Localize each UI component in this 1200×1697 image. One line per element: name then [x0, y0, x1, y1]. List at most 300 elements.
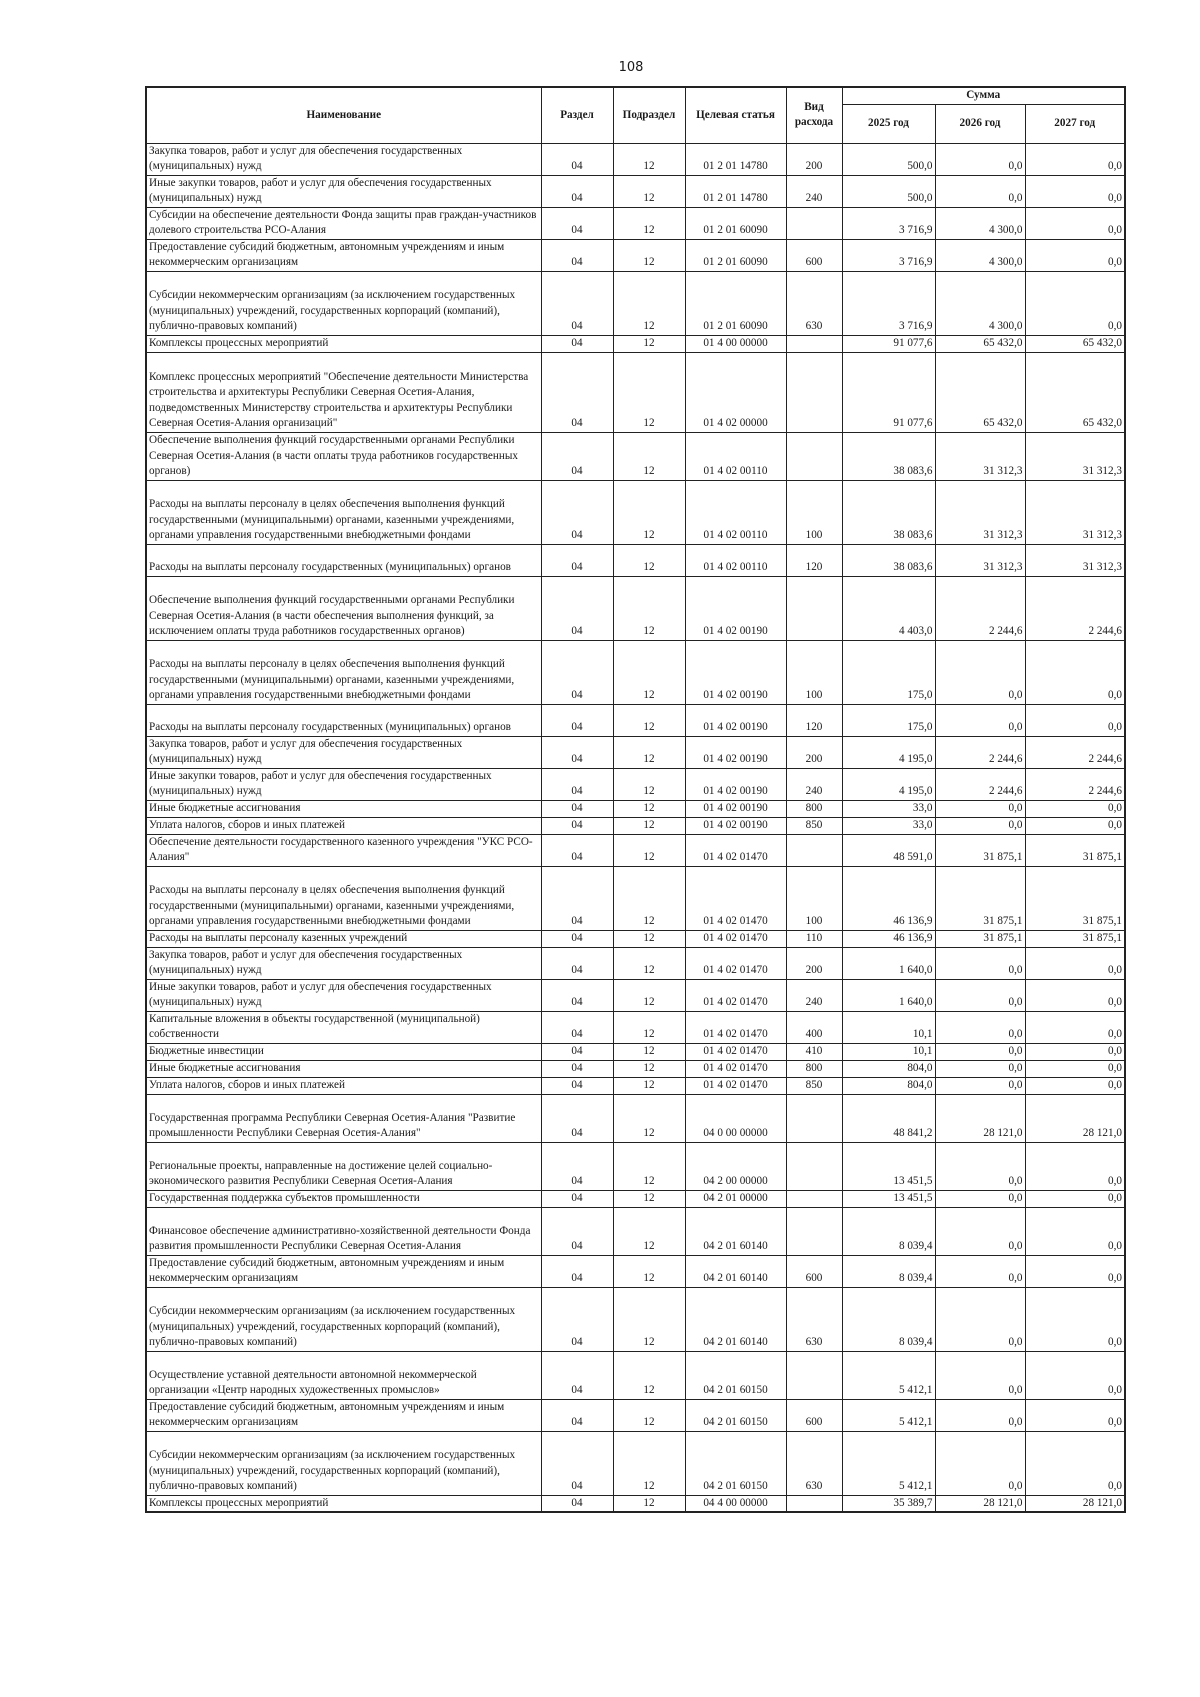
cell-2026: 4 300,0 [935, 271, 1025, 335]
cell-section: 04 [541, 1142, 613, 1190]
cell-subsection: 12 [613, 1431, 685, 1495]
cell-expense-type: 600 [786, 239, 842, 271]
cell-2026: 0,0 [935, 1060, 1025, 1077]
cell-expense-type [786, 432, 842, 480]
cell-name: Уплата налогов, сборов и иных платежей [146, 817, 541, 834]
cell-name: Субсидии на обеспечение деятельности Фонда защиты прав граждан-участников долевого строительства РСО-Алания [146, 207, 541, 239]
table-row [146, 239, 1125, 271]
cell-expense-type: 120 [786, 704, 842, 736]
header-year-2026: 2026 год [935, 104, 1025, 143]
cell-2025: 804,0 [842, 1077, 935, 1094]
cell-target-article: 01 4 02 00190 [685, 736, 786, 768]
cell-2027: 0,0 [1025, 1060, 1125, 1077]
header-section: Раздел [541, 87, 613, 143]
cell-target-article: 01 4 02 00110 [685, 432, 786, 480]
cell-section: 04 [541, 480, 613, 544]
cell-2027: 0,0 [1025, 1255, 1125, 1287]
cell-name: Региональные проекты, направленные на достижение целей социально-экономического развития Республики Северная Осетия-Алания [146, 1142, 541, 1190]
table-row [146, 432, 1125, 480]
cell-name: Иные бюджетные ассигнования [146, 1060, 541, 1077]
cell-2027: 28 121,0 [1025, 1094, 1125, 1142]
cell-subsection: 12 [613, 175, 685, 207]
cell-section: 04 [541, 834, 613, 866]
cell-section: 04 [541, 930, 613, 947]
cell-section: 04 [541, 704, 613, 736]
cell-2025: 33,0 [842, 800, 935, 817]
cell-subsection: 12 [613, 768, 685, 800]
cell-2027: 0,0 [1025, 239, 1125, 271]
table-row [146, 1043, 1125, 1060]
table-row [146, 1190, 1125, 1207]
cell-2026: 0,0 [935, 143, 1025, 175]
cell-2027: 31 875,1 [1025, 866, 1125, 930]
cell-2025: 35 389,7 [842, 1495, 935, 1512]
cell-target-article: 04 0 00 00000 [685, 1094, 786, 1142]
cell-name: Расходы на выплаты персоналу государственных (муниципальных) органов [146, 544, 541, 576]
table-row [146, 704, 1125, 736]
cell-2025: 46 136,9 [842, 866, 935, 930]
cell-2027: 0,0 [1025, 143, 1125, 175]
cell-target-article: 04 2 01 60150 [685, 1351, 786, 1399]
cell-2025: 91 077,6 [842, 352, 935, 432]
cell-2026: 65 432,0 [935, 335, 1025, 352]
cell-target-article: 01 4 02 00190 [685, 768, 786, 800]
cell-2025: 91 077,6 [842, 335, 935, 352]
cell-2026: 31 875,1 [935, 930, 1025, 947]
cell-section: 04 [541, 1077, 613, 1094]
cell-2027: 0,0 [1025, 947, 1125, 979]
cell-section: 04 [541, 352, 613, 432]
cell-subsection: 12 [613, 1207, 685, 1255]
table-row [146, 1077, 1125, 1094]
cell-subsection: 12 [613, 736, 685, 768]
cell-2027: 0,0 [1025, 1207, 1125, 1255]
cell-expense-type: 600 [786, 1399, 842, 1431]
cell-expense-type: 100 [786, 480, 842, 544]
cell-target-article: 01 4 02 01470 [685, 1011, 786, 1043]
cell-2025: 38 083,6 [842, 544, 935, 576]
table-row [146, 800, 1125, 817]
cell-expense-type: 100 [786, 866, 842, 930]
header-year-2027: 2027 год [1025, 104, 1125, 143]
cell-2027: 65 432,0 [1025, 352, 1125, 432]
cell-2027: 0,0 [1025, 704, 1125, 736]
table-row [146, 480, 1125, 544]
cell-name: Иные закупки товаров, работ и услуг для обеспечения государственных (муниципальных) нужд [146, 175, 541, 207]
cell-2025: 5 412,1 [842, 1431, 935, 1495]
cell-target-article: 01 2 01 60090 [685, 239, 786, 271]
cell-2027: 0,0 [1025, 800, 1125, 817]
cell-section: 04 [541, 1011, 613, 1043]
cell-expense-type [786, 576, 842, 640]
cell-expense-type: 800 [786, 1060, 842, 1077]
table-row [146, 1495, 1125, 1512]
cell-name: Закупка товаров, работ и услуг для обеспечения государственных (муниципальных) нужд [146, 947, 541, 979]
cell-subsection: 12 [613, 979, 685, 1011]
cell-expense-type: 120 [786, 544, 842, 576]
cell-target-article: 04 2 01 60140 [685, 1287, 786, 1351]
cell-target-article: 01 2 01 60090 [685, 271, 786, 335]
cell-section: 04 [541, 544, 613, 576]
cell-2027: 0,0 [1025, 175, 1125, 207]
cell-2025: 33,0 [842, 817, 935, 834]
cell-2025: 500,0 [842, 175, 935, 207]
cell-2026: 0,0 [935, 1351, 1025, 1399]
table-row [146, 834, 1125, 866]
cell-target-article: 04 4 00 00000 [685, 1495, 786, 1512]
cell-target-article: 04 2 01 60150 [685, 1431, 786, 1495]
cell-2027: 28 121,0 [1025, 1495, 1125, 1512]
table-row [146, 736, 1125, 768]
cell-section: 04 [541, 736, 613, 768]
cell-expense-type [786, 1190, 842, 1207]
cell-2027: 0,0 [1025, 207, 1125, 239]
cell-section: 04 [541, 175, 613, 207]
cell-name: Расходы на выплаты персоналу государственных (муниципальных) органов [146, 704, 541, 736]
cell-2025: 38 083,6 [842, 480, 935, 544]
cell-2025: 3 716,9 [842, 207, 935, 239]
cell-2025: 8 039,4 [842, 1255, 935, 1287]
cell-2025: 4 195,0 [842, 768, 935, 800]
cell-expense-type: 410 [786, 1043, 842, 1060]
cell-2026: 0,0 [935, 800, 1025, 817]
cell-2027: 31 312,3 [1025, 544, 1125, 576]
cell-subsection: 12 [613, 143, 685, 175]
cell-target-article: 01 4 02 00000 [685, 352, 786, 432]
cell-2027: 2 244,6 [1025, 576, 1125, 640]
cell-2026: 0,0 [935, 1399, 1025, 1431]
cell-2026: 0,0 [935, 1043, 1025, 1060]
cell-2025: 10,1 [842, 1043, 935, 1060]
table-row [146, 1287, 1125, 1351]
cell-expense-type: 200 [786, 947, 842, 979]
table-row [146, 640, 1125, 704]
cell-name: Предоставление субсидий бюджетным, автономным учреждениям и иным некоммерческим организациям [146, 1399, 541, 1431]
cell-target-article: 01 2 01 14780 [685, 143, 786, 175]
cell-target-article: 04 2 01 60150 [685, 1399, 786, 1431]
cell-subsection: 12 [613, 335, 685, 352]
cell-2026: 0,0 [935, 1207, 1025, 1255]
cell-2025: 500,0 [842, 143, 935, 175]
cell-2025: 8 039,4 [842, 1287, 935, 1351]
cell-2027: 0,0 [1025, 1190, 1125, 1207]
cell-target-article: 01 4 00 00000 [685, 335, 786, 352]
cell-2025: 10,1 [842, 1011, 935, 1043]
table-row [146, 1060, 1125, 1077]
cell-expense-type [786, 1495, 842, 1512]
cell-name: Субсидии некоммерческим организациям (за исключением государственных (муниципальных) учреждений, государственных корпораций (компаний), публично-правовых компаний) [146, 271, 541, 335]
cell-2026: 0,0 [935, 1077, 1025, 1094]
cell-2026: 2 244,6 [935, 736, 1025, 768]
cell-name: Государственная программа Республики Северная Осетия-Алания "Развитие промышленности Республики Северная Осетия-Алания" [146, 1094, 541, 1142]
cell-2025: 46 136,9 [842, 930, 935, 947]
cell-subsection: 12 [613, 1077, 685, 1094]
header-target-article: Целевая статья [685, 87, 786, 143]
cell-2025: 3 716,9 [842, 239, 935, 271]
table-row [146, 1011, 1125, 1043]
cell-name: Закупка товаров, работ и услуг для обеспечения государственных (муниципальных) нужд [146, 736, 541, 768]
table-row [146, 768, 1125, 800]
cell-2027: 31 875,1 [1025, 930, 1125, 947]
cell-target-article: 01 4 02 00190 [685, 800, 786, 817]
cell-2026: 31 312,3 [935, 544, 1025, 576]
header-name: Наименование [146, 87, 541, 143]
cell-expense-type: 200 [786, 736, 842, 768]
cell-section: 04 [541, 271, 613, 335]
cell-section: 04 [541, 143, 613, 175]
cell-2026: 31 875,1 [935, 866, 1025, 930]
cell-2027: 0,0 [1025, 1077, 1125, 1094]
cell-name: Предоставление субсидий бюджетным, автономным учреждениям и иным некоммерческим организациям [146, 239, 541, 271]
cell-2026: 0,0 [935, 817, 1025, 834]
cell-section: 04 [541, 1043, 613, 1060]
cell-subsection: 12 [613, 834, 685, 866]
cell-section: 04 [541, 239, 613, 271]
cell-subsection: 12 [613, 1495, 685, 1512]
cell-2027: 0,0 [1025, 817, 1125, 834]
cell-2025: 3 716,9 [842, 271, 935, 335]
cell-2026: 0,0 [935, 704, 1025, 736]
cell-subsection: 12 [613, 930, 685, 947]
cell-2027: 0,0 [1025, 1043, 1125, 1060]
cell-section: 04 [541, 866, 613, 930]
cell-name: Расходы на выплаты персоналу в целях обеспечения выполнения функций государственными (муниципальными) органами, казенными учреждениями, органами управления государственными внебюджетными фондами [146, 866, 541, 930]
cell-target-article: 01 4 02 01470 [685, 979, 786, 1011]
cell-expense-type [786, 352, 842, 432]
cell-target-article: 01 4 02 01470 [685, 1043, 786, 1060]
cell-2026: 28 121,0 [935, 1495, 1025, 1512]
cell-name: Субсидии некоммерческим организациям (за исключением государственных (муниципальных) учреждений, государственных корпораций (компаний), публично-правовых компаний) [146, 1431, 541, 1495]
cell-name: Расходы на выплаты персоналу казенных учреждений [146, 930, 541, 947]
cell-expense-type: 200 [786, 143, 842, 175]
table-row [146, 1431, 1125, 1495]
cell-name: Осуществление уставной деятельности автономной некоммерческой организации «Центр народных художественных промыслов» [146, 1351, 541, 1399]
cell-2025: 13 451,5 [842, 1190, 935, 1207]
cell-section: 04 [541, 979, 613, 1011]
cell-expense-type [786, 1351, 842, 1399]
cell-2027: 0,0 [1025, 640, 1125, 704]
cell-name: Иные закупки товаров, работ и услуг для обеспечения государственных (муниципальных) нужд [146, 979, 541, 1011]
cell-name: Комплексы процессных мероприятий [146, 335, 541, 352]
cell-2026: 0,0 [935, 1011, 1025, 1043]
cell-section: 04 [541, 640, 613, 704]
cell-target-article: 01 4 02 00190 [685, 817, 786, 834]
cell-expense-type: 800 [786, 800, 842, 817]
cell-2026: 4 300,0 [935, 207, 1025, 239]
cell-section: 04 [541, 1190, 613, 1207]
cell-target-article: 01 2 01 14780 [685, 175, 786, 207]
cell-expense-type: 240 [786, 768, 842, 800]
cell-2026: 2 244,6 [935, 576, 1025, 640]
cell-subsection: 12 [613, 1043, 685, 1060]
cell-2026: 31 312,3 [935, 432, 1025, 480]
cell-2025: 8 039,4 [842, 1207, 935, 1255]
cell-target-article: 01 4 02 00190 [685, 576, 786, 640]
cell-name: Расходы на выплаты персоналу в целях обеспечения выполнения функций государственными (муниципальными) органами, казенными учреждениями, органами управления государственными внебюджетными фондами [146, 480, 541, 544]
cell-2025: 48 591,0 [842, 834, 935, 866]
cell-expense-type [786, 1207, 842, 1255]
cell-target-article: 04 2 01 60140 [685, 1207, 786, 1255]
cell-2027: 0,0 [1025, 1431, 1125, 1495]
cell-section: 04 [541, 947, 613, 979]
cell-section: 04 [541, 1287, 613, 1351]
cell-name: Государственная поддержка субъектов промышленности [146, 1190, 541, 1207]
cell-name: Иные закупки товаров, работ и услуг для обеспечения государственных (муниципальных) нужд [146, 768, 541, 800]
cell-target-article: 01 4 02 00110 [685, 544, 786, 576]
cell-target-article: 01 4 02 01470 [685, 930, 786, 947]
table-row [146, 930, 1125, 947]
table-row [146, 271, 1125, 335]
cell-expense-type: 100 [786, 640, 842, 704]
cell-2025: 175,0 [842, 640, 935, 704]
cell-2026: 0,0 [935, 175, 1025, 207]
cell-section: 04 [541, 1495, 613, 1512]
cell-subsection: 12 [613, 1011, 685, 1043]
cell-subsection: 12 [613, 432, 685, 480]
cell-section: 04 [541, 432, 613, 480]
cell-section: 04 [541, 576, 613, 640]
cell-subsection: 12 [613, 800, 685, 817]
cell-name: Обеспечение деятельности государственного казенного учреждения "УКС РСО-Алания" [146, 834, 541, 866]
cell-subsection: 12 [613, 1351, 685, 1399]
cell-subsection: 12 [613, 207, 685, 239]
cell-subsection: 12 [613, 1399, 685, 1431]
cell-2026: 0,0 [935, 947, 1025, 979]
cell-name: Закупка товаров, работ и услуг для обеспечения государственных (муниципальных) нужд [146, 143, 541, 175]
table-row [146, 1351, 1125, 1399]
header-sum: Сумма [842, 87, 1125, 104]
cell-subsection: 12 [613, 480, 685, 544]
cell-subsection: 12 [613, 704, 685, 736]
cell-target-article: 01 4 02 00110 [685, 480, 786, 544]
header-expense-type: Вид расхода [786, 87, 842, 143]
cell-section: 04 [541, 1431, 613, 1495]
budget-table [145, 86, 1126, 1513]
cell-target-article: 04 2 00 00000 [685, 1142, 786, 1190]
cell-name: Уплата налогов, сборов и иных платежей [146, 1077, 541, 1094]
page-number: 108 [618, 60, 644, 75]
table-header [146, 87, 1125, 143]
cell-expense-type: 850 [786, 817, 842, 834]
cell-name: Обеспечение выполнения функций государственными органами Республики Северная Осетия-Алания (в части оплаты труда работников государственных органов) [146, 432, 541, 480]
table-row [146, 175, 1125, 207]
cell-section: 04 [541, 1060, 613, 1077]
cell-expense-type: 600 [786, 1255, 842, 1287]
header-year-2025: 2025 год [842, 104, 935, 143]
cell-2026: 0,0 [935, 1190, 1025, 1207]
cell-section: 04 [541, 1207, 613, 1255]
table-row [146, 979, 1125, 1011]
cell-subsection: 12 [613, 1190, 685, 1207]
cell-subsection: 12 [613, 1255, 685, 1287]
cell-target-article: 01 4 02 01470 [685, 834, 786, 866]
cell-2027: 2 244,6 [1025, 736, 1125, 768]
cell-2027: 0,0 [1025, 271, 1125, 335]
cell-subsection: 12 [613, 576, 685, 640]
cell-2025: 1 640,0 [842, 947, 935, 979]
cell-expense-type [786, 207, 842, 239]
table-row [146, 866, 1125, 930]
table-row [146, 143, 1125, 175]
cell-2025: 4 195,0 [842, 736, 935, 768]
table-body [146, 143, 1125, 1512]
cell-section: 04 [541, 1399, 613, 1431]
cell-subsection: 12 [613, 1094, 685, 1142]
cell-2025: 5 412,1 [842, 1351, 935, 1399]
header-subsection: Подраздел [613, 87, 685, 143]
cell-target-article: 01 4 02 00190 [685, 640, 786, 704]
cell-name: Капитальные вложения в объекты государственной (муниципальной) собственности [146, 1011, 541, 1043]
cell-section: 04 [541, 1351, 613, 1399]
cell-2027: 0,0 [1025, 1011, 1125, 1043]
cell-2027: 31 312,3 [1025, 480, 1125, 544]
cell-section: 04 [541, 768, 613, 800]
cell-section: 04 [541, 207, 613, 239]
cell-target-article: 01 4 02 01470 [685, 947, 786, 979]
cell-2025: 1 640,0 [842, 979, 935, 1011]
table-row [146, 1094, 1125, 1142]
cell-name: Финансовое обеспечение административно-хозяйственной деятельности Фонда развития промышленности Республики Северная Осетия-Алания [146, 1207, 541, 1255]
cell-name: Субсидии некоммерческим организациям (за исключением государственных (муниципальных) учреждений, государственных корпораций (компаний), публично-правовых компаний) [146, 1287, 541, 1351]
cell-2027: 0,0 [1025, 979, 1125, 1011]
table-row [146, 1207, 1125, 1255]
cell-2026: 31 312,3 [935, 480, 1025, 544]
cell-2026: 0,0 [935, 1287, 1025, 1351]
cell-expense-type: 630 [786, 1431, 842, 1495]
cell-expense-type: 850 [786, 1077, 842, 1094]
cell-2025: 13 451,5 [842, 1142, 935, 1190]
cell-expense-type [786, 1142, 842, 1190]
cell-section: 04 [541, 1255, 613, 1287]
table-row [146, 335, 1125, 352]
cell-2025: 175,0 [842, 704, 935, 736]
cell-subsection: 12 [613, 1287, 685, 1351]
cell-subsection: 12 [613, 544, 685, 576]
cell-2027: 0,0 [1025, 1351, 1125, 1399]
cell-target-article: 04 2 01 00000 [685, 1190, 786, 1207]
cell-name: Обеспечение выполнения функций государственными органами Республики Северная Осетия-Алания (в части обеспечения выполнения функций, за исключением оплаты труда работников государственных органов) [146, 576, 541, 640]
cell-2026: 2 244,6 [935, 768, 1025, 800]
cell-2026: 0,0 [935, 1255, 1025, 1287]
cell-target-article: 01 2 01 60090 [685, 207, 786, 239]
cell-subsection: 12 [613, 817, 685, 834]
cell-2026: 0,0 [935, 1142, 1025, 1190]
cell-subsection: 12 [613, 352, 685, 432]
table-row [146, 576, 1125, 640]
cell-name: Комплекс процессных мероприятий "Обеспечение деятельности Министерства строительства и архитектуры Республики Северная Осетия-Алания, подведомственных Министерству строительства и архитектуры Республики Северная Осетия-Алания организаций" [146, 352, 541, 432]
table-row [146, 1255, 1125, 1287]
cell-subsection: 12 [613, 947, 685, 979]
cell-expense-type: 630 [786, 271, 842, 335]
cell-subsection: 12 [613, 271, 685, 335]
cell-expense-type: 110 [786, 930, 842, 947]
cell-2027: 0,0 [1025, 1142, 1125, 1190]
cell-2027: 31 312,3 [1025, 432, 1125, 480]
cell-subsection: 12 [613, 866, 685, 930]
cell-section: 04 [541, 800, 613, 817]
cell-2026: 28 121,0 [935, 1094, 1025, 1142]
cell-name: Бюджетные инвестиции [146, 1043, 541, 1060]
cell-name: Комплексы процессных мероприятий [146, 1495, 541, 1512]
table-row [146, 1399, 1125, 1431]
cell-2025: 4 403,0 [842, 576, 935, 640]
cell-2026: 0,0 [935, 979, 1025, 1011]
cell-section: 04 [541, 1094, 613, 1142]
table-row [146, 947, 1125, 979]
cell-2025: 804,0 [842, 1060, 935, 1077]
cell-2027: 65 432,0 [1025, 335, 1125, 352]
table-row [146, 207, 1125, 239]
